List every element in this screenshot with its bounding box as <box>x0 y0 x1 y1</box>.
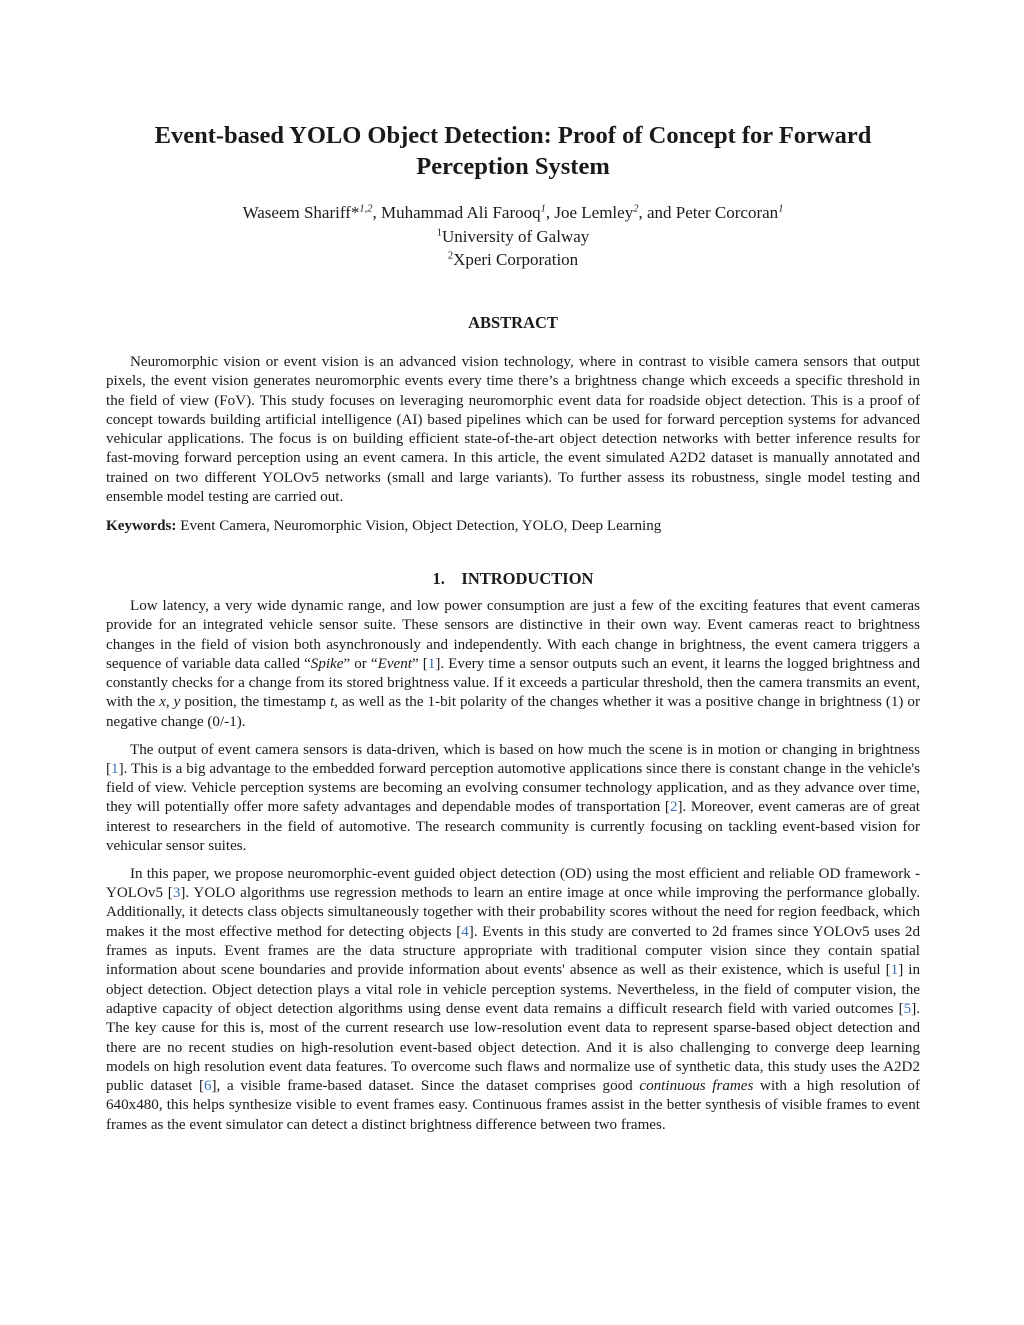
citation-link[interactable]: 3 <box>172 885 181 902</box>
introduction-body <box>106 597 920 1144</box>
emphasis-text: Event <box>377 655 412 672</box>
author-separator: , <box>545 203 555 222</box>
author-list <box>106 201 920 225</box>
text-run: The output of event camera sensors is data-driven, which is based on how much the scene is in motion or changing in brightness [ <box>106 741 920 777</box>
text-run: position, the timestamp <box>180 694 331 711</box>
citation-link[interactable]: 6 <box>203 1078 212 1095</box>
introduction-paragraph <box>106 597 920 732</box>
citation-link[interactable]: 2 <box>669 799 678 816</box>
author-name: Muhammad Ali Farooq <box>381 203 541 222</box>
author-name: Peter Corcoran <box>675 203 779 222</box>
abstract <box>106 353 920 516</box>
text-run: ]. Events in this study are converted to 2d frames since YOLOv5 uses 2d frames as inputs. Event frames are the data structure appropriate with traditional computer vision since they contain spatial information about scene boundaries and provide information about events' absence as well as their existence, which is useful [ <box>106 923 921 979</box>
author-affiliation-mark: 1 <box>540 203 546 215</box>
author-affiliation-mark: 1 <box>778 203 784 215</box>
citation-link[interactable]: 4 <box>461 923 469 940</box>
keywords <box>106 517 920 536</box>
affiliation-mark: 2 <box>447 250 454 262</box>
emphasis-text: t <box>330 694 335 711</box>
text-run: ] in object detection. Object detection plays a vital role in vehicle perception systems. Nevertheless, in the field of computer vision, the adaptive capacity of object detection algorithms using dense event data remains a difficult research field with varied outcomes [ <box>106 962 920 1017</box>
text-run: Low latency, a very wide dynamic range, and low power consumption are just a few of the exciting features that event cameras provide for an integrated vehicle sensor suite. These sensors are distinctive in their own way. Event cameras react to brightness changes in the field of vision both asynchronously and independently. With each change in brightness, the event camera triggers a sequence of variable data called “ <box>106 598 920 672</box>
text-run: ]. YOLO algorithms use regression methods to learn an entire image at once while improving the performance globally. Additionally, it detects class objects simultaneously together with their probability scores without the need for region feedback, which makes it the most effective method for detecting objects [ <box>106 885 920 940</box>
author-separator: , and <box>638 203 676 222</box>
emphasis-text: x, y <box>159 694 181 711</box>
author-name: Waseem Shariff* <box>242 203 360 222</box>
author-block <box>106 201 920 272</box>
introduction-heading: 1. INTRODUCTION <box>432 569 594 588</box>
text-run: ” [ <box>411 655 428 672</box>
text-run: with a high resolution of 640x480, this helps synthesize visible to event frames easy. Continuous frames assist in the better synthesis of visible frames to event frames as the event simulator can detect a distinct brightness difference between two frames. <box>106 1078 920 1133</box>
affiliation-2: $^2$Xperi Corporation <box>447 250 579 269</box>
introduction-paragraph <box>106 865 920 1135</box>
text-run: ]. Moreover, event cameras are of great interest to researchers in the field of automotive. The research community is currently focusing on tackling event-based vision for vehicular sensor suites. <box>106 799 920 855</box>
emphasis-text: continuous frames <box>639 1078 754 1095</box>
citation-link[interactable]: 5 <box>903 1000 912 1017</box>
introduction-paragraph <box>106 741 920 857</box>
keywords-label: Keywords: <box>106 518 177 534</box>
author-affiliation-mark: 1,2 <box>359 203 373 215</box>
text-run: , as well as the 1-bit polarity of the changes whether it was a positive change in brightness (1) or negative change (0/-1). <box>106 694 920 730</box>
text-run: ” or “ <box>343 655 378 672</box>
text-run: ]. The key cause for this is, most of the current research use low-resolution event data to represent sparse-based object detection and there are no recent studies on high-resolution event-based object detection. And it is also challenging to converge deep learning models on high resolution event data features. To overcome such flaws and normalize use of synthetic data, this study uses the A2D2 public dataset [ <box>106 1000 920 1095</box>
author-name: Joe Lemley <box>554 203 634 222</box>
text-run: ]. This is a big advantage to the embedded forward perception automotive applications since there is constant change in the vehicle's field of view. Vehicle perception systems are becoming an evolving consumer technology application, and as they advance over time, they will potentially offer more safety advantages and dependable modes of transportation [ <box>106 760 920 816</box>
text-run: ]. Every time a sensor outputs such an event, it learns the logged brightness and constantly checks for a change from its stored brightness value. If it exceeds a particular threshold, then the camera transmits an event, with the <box>106 655 920 711</box>
keywords-list: Event Camera, Neuromorphic Vision, Object Detection, YOLO, Deep Learning <box>180 518 662 534</box>
citation-link[interactable]: 1 <box>890 962 899 979</box>
citation-link[interactable]: 1 <box>111 760 119 777</box>
author-affiliation-mark: 2 <box>633 203 639 215</box>
text-run: In this paper, we propose neuromorphic-event guided object detection (OD) using the most efficient and reliable OD framework -YOLOv5 [ <box>106 865 920 902</box>
author-separator: , <box>372 203 381 222</box>
emphasis-text: Spike <box>310 655 344 672</box>
affiliation-1: $^1$University of Galway <box>436 226 590 246</box>
abstract-heading: ABSTRACT <box>468 313 558 332</box>
paper-title: Event-based YOLO Object Detection: Proof of Concept for Forward Perception System <box>154 122 872 180</box>
abstract-paragraph: Neuromorphic vision or event vision is an advanced vision technology, where in contrast to visible camera sensors that output pixels, the event vision generates neuromorphic events every time there’s a brightness change which exceeds a specific threshold in the field of view (FoV). This study focuses on leveraging neuromorphic event data for roadside object detection. This is a proof of concept towards building artificial intelligence (AI) based pipelines which can be used for forward perception systems for advanced vehicular applications. The focus is on building efficient state-of-the-art object detection networks with better inference results for fast-moving forward perception using an event camera. In this article, the event simulated A2D2 dataset is manually annotated and trained on two different YOLOv5 networks (small and large variants). To further assess its robustness, single model testing and ensemble model testing are carried out. <box>106 354 920 506</box>
citation-link[interactable]: 1 <box>427 655 436 672</box>
affiliation-mark: 1 <box>436 226 442 238</box>
text-run: ], a visible frame-based dataset. Since the dataset comprises good <box>211 1078 640 1095</box>
